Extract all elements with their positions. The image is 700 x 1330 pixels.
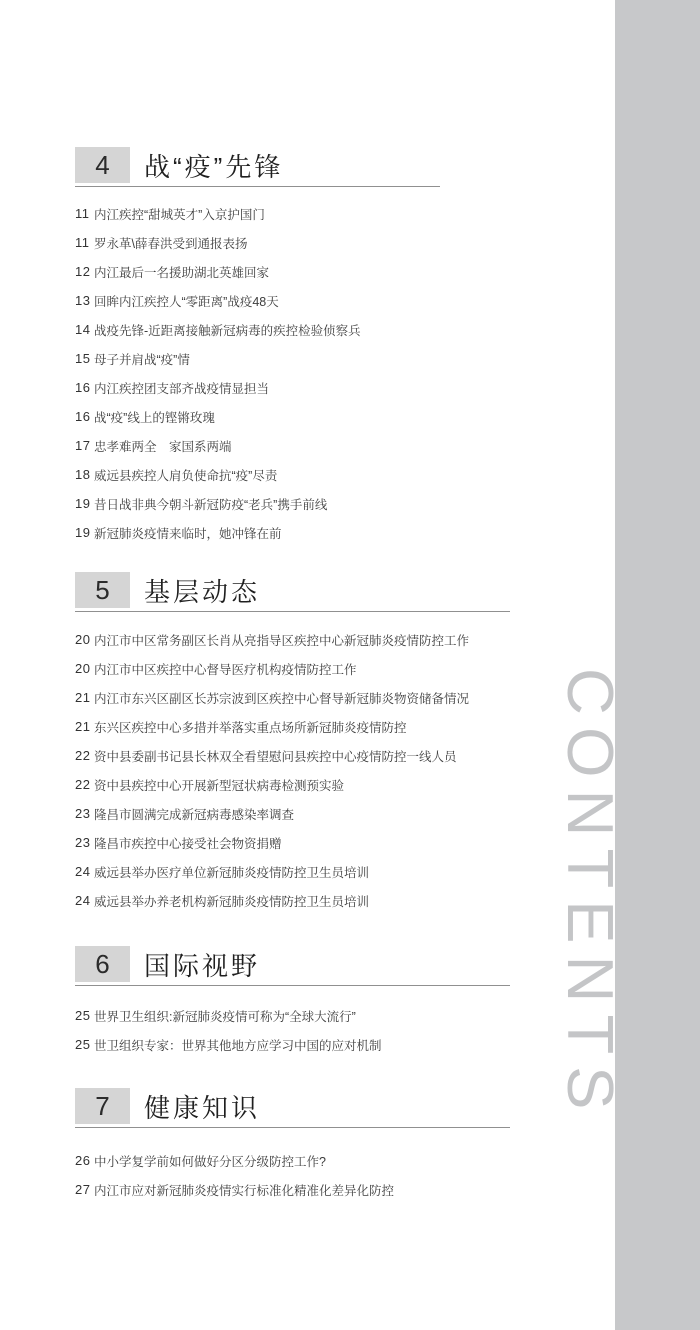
toc-entry <box>75 228 550 257</box>
toc-entry-page: 20 <box>75 661 91 676</box>
toc-entry-title: 中小学复学前如何做好分区分级防控工作? <box>94 1154 326 1169</box>
toc-entry-title: 新冠肺炎疫情来临时，她冲锋在前 <box>94 526 282 541</box>
section-jiceng-dongtai <box>75 572 550 915</box>
toc-entry-title: 内江疾控“甜城英才”入京护国门 <box>94 207 265 222</box>
toc-entry-title: 母子并肩战“疫”情 <box>94 352 190 367</box>
toc-entry-page: 13 <box>75 293 91 308</box>
toc-entry-title: 东兴区疾控中心多措并举落实重点场所新冠肺炎疫情防控 <box>94 720 407 735</box>
section-header <box>75 946 550 982</box>
toc-entry-title: 忠孝难两全 家国系两端 <box>94 439 232 454</box>
toc-entry <box>75 683 550 712</box>
toc-entry-title: 回眸内江疾控人“零距离”战疫48天 <box>94 294 279 309</box>
toc-entry <box>75 770 550 799</box>
toc-entry-page: 16 <box>75 409 91 424</box>
toc-entry-page: 24 <box>75 893 91 908</box>
toc-entry-page: 14 <box>75 322 91 337</box>
toc-entry <box>75 431 550 460</box>
section-title: 健康知识 <box>144 1092 261 1123</box>
toc-entry-title: 威远县举办养老机构新冠肺炎疫情防控卫生员培训 <box>94 894 370 909</box>
right-gray-band <box>615 0 700 1330</box>
toc-entry-page: 12 <box>75 264 91 279</box>
section-rule <box>75 186 440 187</box>
toc-entry-title: 昔日战非典今朝斗新冠防疫“老兵”携手前线 <box>94 497 328 512</box>
toc-entry-title: 世界卫生组织:新冠肺炎疫情可称为“全球大流行” <box>94 1009 356 1024</box>
toc-entry-page: 22 <box>75 748 91 763</box>
toc-entry <box>75 1030 550 1059</box>
toc-entry-title: 资中县委副书记县长林双全看望慰问县疾控中心疫情防控一线人员 <box>94 749 457 764</box>
toc-entry-title: 内江市中区常务副区长肖从亮指导区疾控中心新冠肺炎疫情防控工作 <box>94 633 470 648</box>
toc-entry <box>75 402 550 431</box>
toc-entry-list <box>75 1001 550 1059</box>
toc-entry <box>75 344 550 373</box>
toc-entry-page: 17 <box>75 438 91 453</box>
toc-entry-page: 27 <box>75 1182 91 1197</box>
section-header <box>75 1088 550 1124</box>
toc-entry <box>75 857 550 886</box>
section-title: 国际视野 <box>144 950 261 981</box>
toc-entry-page: 11 <box>75 206 90 221</box>
toc-entry-page: 21 <box>75 690 91 705</box>
toc-entry-title: 资中县疾控中心开展新型冠状病毒检测预实验 <box>94 778 345 793</box>
toc-entry-page: 26 <box>75 1153 91 1168</box>
toc-entry-title: 威远县举办医疗单位新冠肺炎疫情防控卫生员培训 <box>94 865 370 880</box>
toc-entry <box>75 1001 550 1030</box>
toc-entry-title: 罗永革\薛春洪受到通报表扬 <box>94 236 248 251</box>
toc-entry-title: 隆昌市疾控中心接受社会物资捐赠 <box>94 836 282 851</box>
toc-entry-title: 内江市东兴区副区长苏宗波到区疾控中心督导新冠肺炎物资储备情况 <box>94 691 470 706</box>
section-number-box: 5 <box>75 572 130 608</box>
section-header <box>75 147 550 183</box>
toc-entry <box>75 741 550 770</box>
toc-column <box>75 147 550 1204</box>
section-rule <box>75 611 510 612</box>
toc-entry-title: 威远县疾控人肩负使命抗“疫”尽责 <box>94 468 278 483</box>
toc-entry-page: 15 <box>75 351 91 366</box>
toc-entry-page: 11 <box>75 235 90 250</box>
toc-entry <box>75 257 550 286</box>
toc-entry-title: 世卫组织专家：世界其他地方应学习中国的应对机制 <box>94 1038 382 1053</box>
section-number-box: 7 <box>75 1088 130 1124</box>
toc-entry-list <box>75 199 550 547</box>
toc-entry <box>75 373 550 402</box>
toc-entry-page: 22 <box>75 777 91 792</box>
toc-entry <box>75 1146 550 1175</box>
toc-entry <box>75 460 550 489</box>
toc-entry-list <box>75 1146 550 1204</box>
toc-entry-page: 25 <box>75 1008 91 1023</box>
section-title: 战“疫”先锋 <box>144 151 284 182</box>
toc-entry-title: 战疫先锋-近距离接触新冠病毒的疾控检验侦察兵 <box>94 323 361 338</box>
section-zhanyi-xianfeng <box>75 147 550 547</box>
toc-entry <box>75 315 550 344</box>
section-title: 基层动态 <box>144 576 261 607</box>
toc-entry-page: 23 <box>75 806 91 821</box>
toc-entry <box>75 1175 550 1204</box>
section-guoji-shiye <box>75 946 550 1059</box>
section-header <box>75 572 550 608</box>
section-jiankang-zhishi <box>75 1088 550 1204</box>
toc-entry <box>75 886 550 915</box>
toc-entry-page: 18 <box>75 467 91 482</box>
section-number-box: 4 <box>75 147 130 183</box>
toc-entry-list <box>75 625 550 915</box>
toc-entry-page: 21 <box>75 719 91 734</box>
toc-entry-page: 19 <box>75 525 91 540</box>
toc-entry-page: 25 <box>75 1037 91 1052</box>
section-rule <box>75 985 510 986</box>
toc-entry-title: 内江市中区疾控中心督导医疗机构疫情防控工作 <box>94 662 357 677</box>
toc-entry-page: 24 <box>75 864 91 879</box>
section-number-box: 6 <box>75 946 130 982</box>
toc-entry <box>75 199 550 228</box>
contents-vertical-label: CONTENTS <box>554 668 627 1122</box>
toc-entry <box>75 654 550 683</box>
toc-entry-title: 内江市应对新冠肺炎疫情实行标准化精准化差异化防控 <box>94 1183 395 1198</box>
toc-entry <box>75 799 550 828</box>
toc-entry-title: 战“疫”线上的铿锵玫瑰 <box>94 410 215 425</box>
toc-entry <box>75 712 550 741</box>
toc-entry-title: 隆昌市圆满完成新冠病毒感染率调查 <box>94 807 295 822</box>
toc-entry-page: 20 <box>75 632 91 647</box>
section-rule <box>75 1127 510 1128</box>
toc-entry-title: 内江疾控团支部齐战疫情显担当 <box>94 381 270 396</box>
toc-entry-title: 内江最后一名援助湖北英雄回家 <box>94 265 270 280</box>
toc-entry <box>75 828 550 857</box>
toc-entry <box>75 489 550 518</box>
toc-entry-page: 23 <box>75 835 91 850</box>
toc-entry-page: 19 <box>75 496 91 511</box>
toc-entry <box>75 518 550 547</box>
toc-entry <box>75 286 550 315</box>
toc-entry <box>75 625 550 654</box>
toc-entry-page: 16 <box>75 380 91 395</box>
